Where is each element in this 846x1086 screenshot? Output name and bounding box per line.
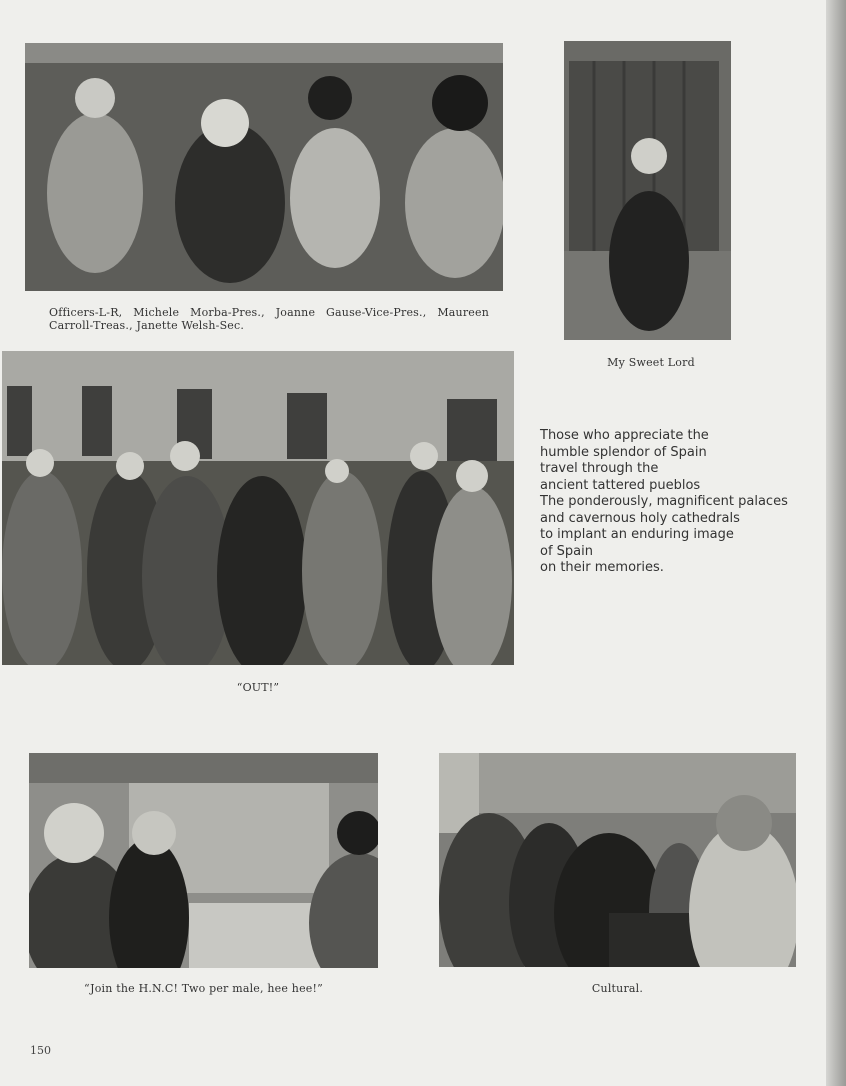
- cultural-caption: Cultural.: [591, 982, 644, 995]
- officers-caption: Officers-L-R, Michele Morba-Pres., Joanne Gause-Vice-Pres., Maureen Carroll-Treas., Janette Welsh-Sec.: [49, 306, 489, 332]
- out-caption: “OUT!”: [236, 681, 280, 694]
- join-caption: “Join the H.N.C! Two per male, hee hee!”: [84, 982, 323, 995]
- page-number: 150: [30, 1044, 51, 1057]
- sweet-lord-caption: My Sweet Lord: [607, 356, 695, 369]
- poem-line: of Spain: [540, 543, 593, 559]
- officers-photo: [25, 43, 503, 291]
- poem-line: humble splendor of Spain: [540, 444, 707, 460]
- poem-line: travel through the: [540, 461, 659, 476]
- poem-line: to implant an enduring image: [540, 527, 734, 542]
- poem-line: and cavernous holy cathedrals: [540, 510, 740, 526]
- poem-line: ancient tattered pueblos: [540, 477, 701, 493]
- poem-line: The ponderously, magnificent palaces: [540, 494, 788, 509]
- join-photo: [29, 753, 378, 968]
- out-photo: [2, 351, 514, 665]
- book-gutter: [826, 0, 846, 1086]
- cultural-photo: [439, 753, 796, 967]
- poem-text: [540, 428, 820, 577]
- sweet-lord-photo: [564, 41, 731, 340]
- poem-line: on their memories.: [540, 560, 664, 575]
- poem-line: Those who appreciate the: [540, 428, 709, 443]
